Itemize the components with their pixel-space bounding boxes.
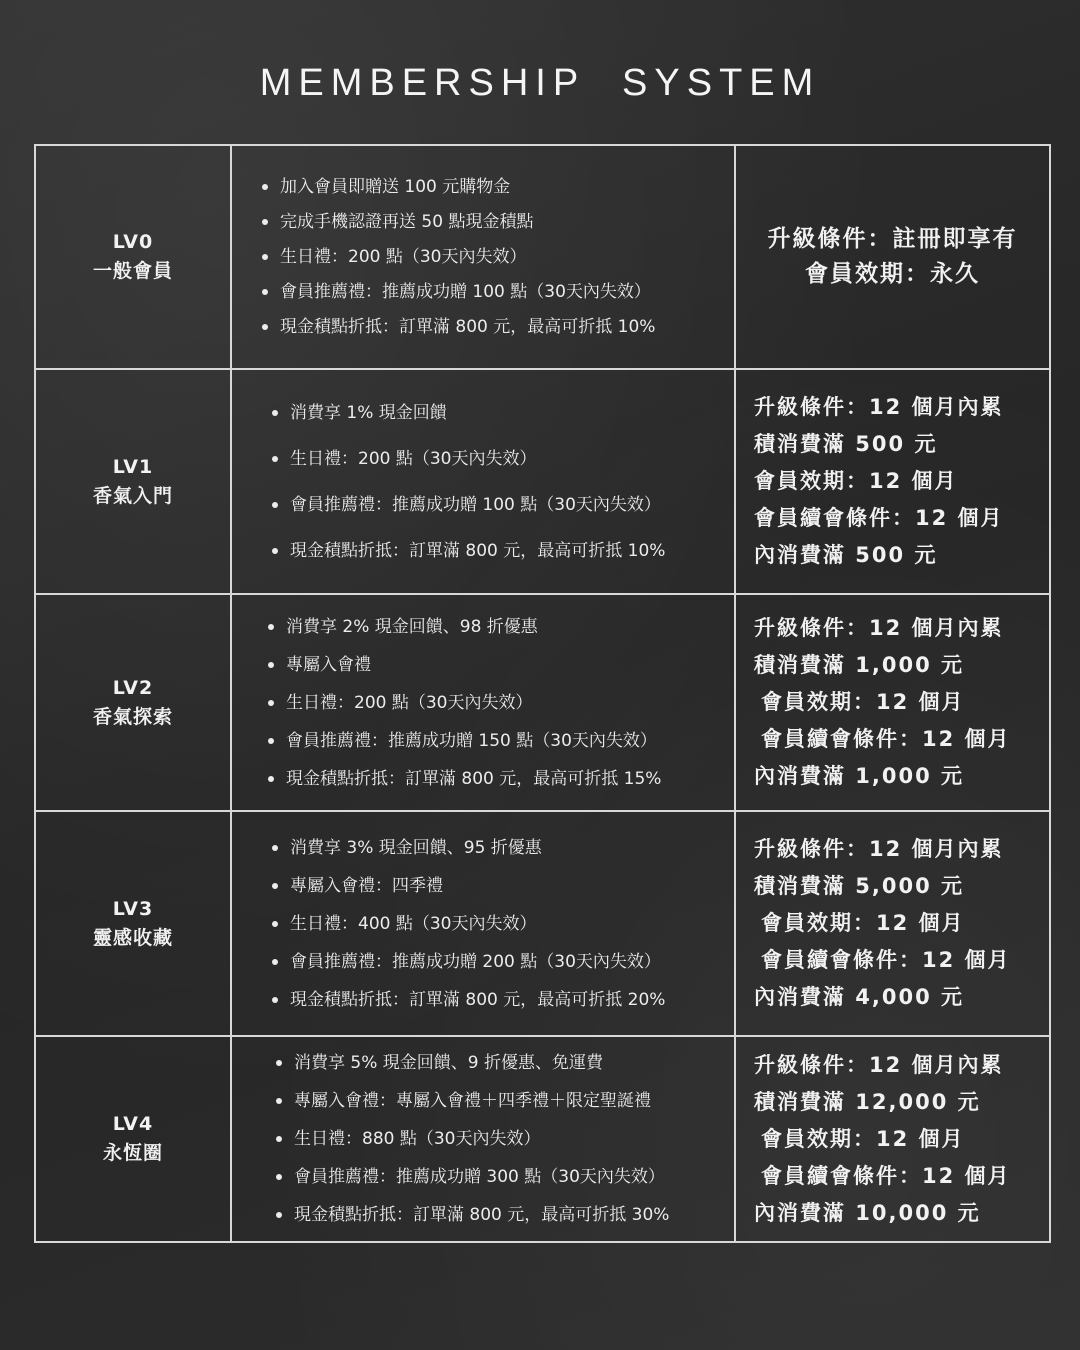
conditions-cell <box>735 811 1050 1036</box>
condition-line: 會員效期：永久 <box>805 261 980 287</box>
conditions-cell <box>735 145 1050 369</box>
condition-line: 內消費滿 10,000 元 <box>754 1200 981 1225</box>
level-cell <box>35 594 231 811</box>
benefit-item: 現金積點折抵：訂單滿 800 元，最高可折抵 10% <box>272 528 728 574</box>
condition-line: 會員續會條件：12 個月 <box>761 1163 1011 1188</box>
level-name: 香氣探索 <box>92 705 173 728</box>
benefit-item: 會員推薦禮：推薦成功贈 200 點（30天內失效） <box>272 943 728 981</box>
condition-line: 會員效期：12 個月 <box>754 469 958 493</box>
level-cell <box>35 811 231 1036</box>
condition-line: 內消費滿 500 元 <box>754 543 938 567</box>
condition-line: 內消費滿 1,000 元 <box>754 764 965 788</box>
condition-line: 會員效期：12 個月 <box>761 690 965 714</box>
benefit-item: 會員推薦禮：推薦成功贈 300 點（30天內失效） <box>276 1158 728 1196</box>
condition-line: 升級條件：12 個月內累 <box>754 837 1004 861</box>
condition-line: 會員續會條件：12 個月 <box>761 727 1011 751</box>
level-cell <box>35 369 231 594</box>
level-cell <box>35 1036 231 1242</box>
membership-table <box>34 144 1051 1243</box>
table-row-lv0 <box>35 145 1050 369</box>
benefit-item: 現金積點折抵：訂單滿 800 元，最高可折抵 30% <box>276 1196 728 1234</box>
condition-line: 積消費滿 5,000 元 <box>754 874 965 898</box>
condition-line: 升級條件：12 個月內累 <box>754 616 1004 640</box>
benefit-item: 現金積點折抵：訂單滿 800 元，最高可折抵 10% <box>262 310 728 345</box>
level-code: LV0 <box>112 231 154 253</box>
table-row-lv1 <box>35 369 1050 594</box>
benefits-cell <box>231 1036 735 1242</box>
level-name: 永恆圈 <box>102 1142 163 1164</box>
benefit-item: 消費享 5% 現金回饋、9 折優惠、免運費 <box>276 1044 728 1082</box>
condition-line: 升級條件：12 個月內累 <box>754 395 1004 419</box>
benefits-list <box>232 170 734 345</box>
benefit-item: 會員推薦禮：推薦成功贈 100 點（30天內失效） <box>272 482 728 528</box>
benefits-cell <box>231 594 735 811</box>
condition-line: 升級條件：12 個月內累 <box>754 1052 1004 1077</box>
benefit-item: 加入會員即贈送 100 元購物金 <box>262 170 728 205</box>
level-code: LV4 <box>112 1113 154 1135</box>
benefit-item: 生日禮：200 點（30天內失效） <box>262 240 728 275</box>
benefits-list <box>232 829 734 1019</box>
benefit-item: 完成手機認證再送 50 點現金積點 <box>262 205 728 240</box>
benefit-item: 消費享 2% 現金回饋、98 折優惠 <box>268 608 728 646</box>
benefits-list <box>232 1044 734 1234</box>
level-code: LV2 <box>112 676 154 699</box>
level-name: 香氣入門 <box>92 484 173 507</box>
benefit-item: 消費享 3% 現金回饋、95 折優惠 <box>272 829 728 867</box>
level-name: 一般會員 <box>92 260 173 282</box>
conditions-cell <box>735 1036 1050 1242</box>
benefit-item: 生日禮：200 點（30天內失效） <box>272 436 728 482</box>
benefit-item: 現金積點折抵：訂單滿 800 元，最高可折抵 15% <box>268 760 728 798</box>
condition-line: 會員效期：12 個月 <box>761 911 965 935</box>
condition-line: 升級條件：註冊即享有 <box>767 226 1018 252</box>
benefit-item: 專屬入會禮：專屬入會禮＋四季禮＋限定聖誕禮 <box>276 1082 728 1120</box>
level-code: LV3 <box>112 897 154 920</box>
benefits-list <box>232 390 734 574</box>
benefit-item: 生日禮：880 點（30天內失效） <box>276 1120 728 1158</box>
condition-line: 內消費滿 4,000 元 <box>754 985 965 1009</box>
benefit-item: 會員推薦禮：推薦成功贈 150 點（30天內失效） <box>268 722 728 760</box>
page-title: MEMBERSHIP SYSTEM <box>259 62 821 104</box>
benefits-cell <box>231 145 735 369</box>
table-row-lv4 <box>35 1036 1050 1242</box>
level-cell <box>35 145 231 369</box>
conditions-cell <box>735 369 1050 594</box>
condition-line: 會員效期：12 個月 <box>761 1126 965 1151</box>
level-code: LV1 <box>112 455 154 478</box>
condition-line: 積消費滿 500 元 <box>754 432 938 456</box>
benefit-item: 現金積點折抵：訂單滿 800 元，最高可折抵 20% <box>272 981 728 1019</box>
benefit-item: 生日禮：200 點（30天內失效） <box>268 684 728 722</box>
benefit-item: 專屬入會禮 <box>268 646 728 684</box>
benefit-item: 消費享 1% 現金回饋 <box>272 390 728 436</box>
benefit-item: 專屬入會禮：四季禮 <box>272 867 728 905</box>
conditions-cell <box>735 594 1050 811</box>
table-row-lv2 <box>35 594 1050 811</box>
benefits-list <box>232 608 734 798</box>
condition-line: 積消費滿 12,000 元 <box>754 1089 981 1114</box>
benefit-item: 生日禮：400 點（30天內失效） <box>272 905 728 943</box>
condition-line: 積消費滿 1,000 元 <box>754 653 965 677</box>
level-name: 靈感收藏 <box>92 926 173 949</box>
benefits-cell <box>231 811 735 1036</box>
table-row-lv3 <box>35 811 1050 1036</box>
condition-line: 會員續會條件：12 個月 <box>761 948 1011 972</box>
benefit-item: 會員推薦禮：推薦成功贈 100 點（30天內失效） <box>262 275 728 310</box>
condition-line: 會員續會條件：12 個月 <box>754 506 1004 530</box>
benefits-cell <box>231 369 735 594</box>
